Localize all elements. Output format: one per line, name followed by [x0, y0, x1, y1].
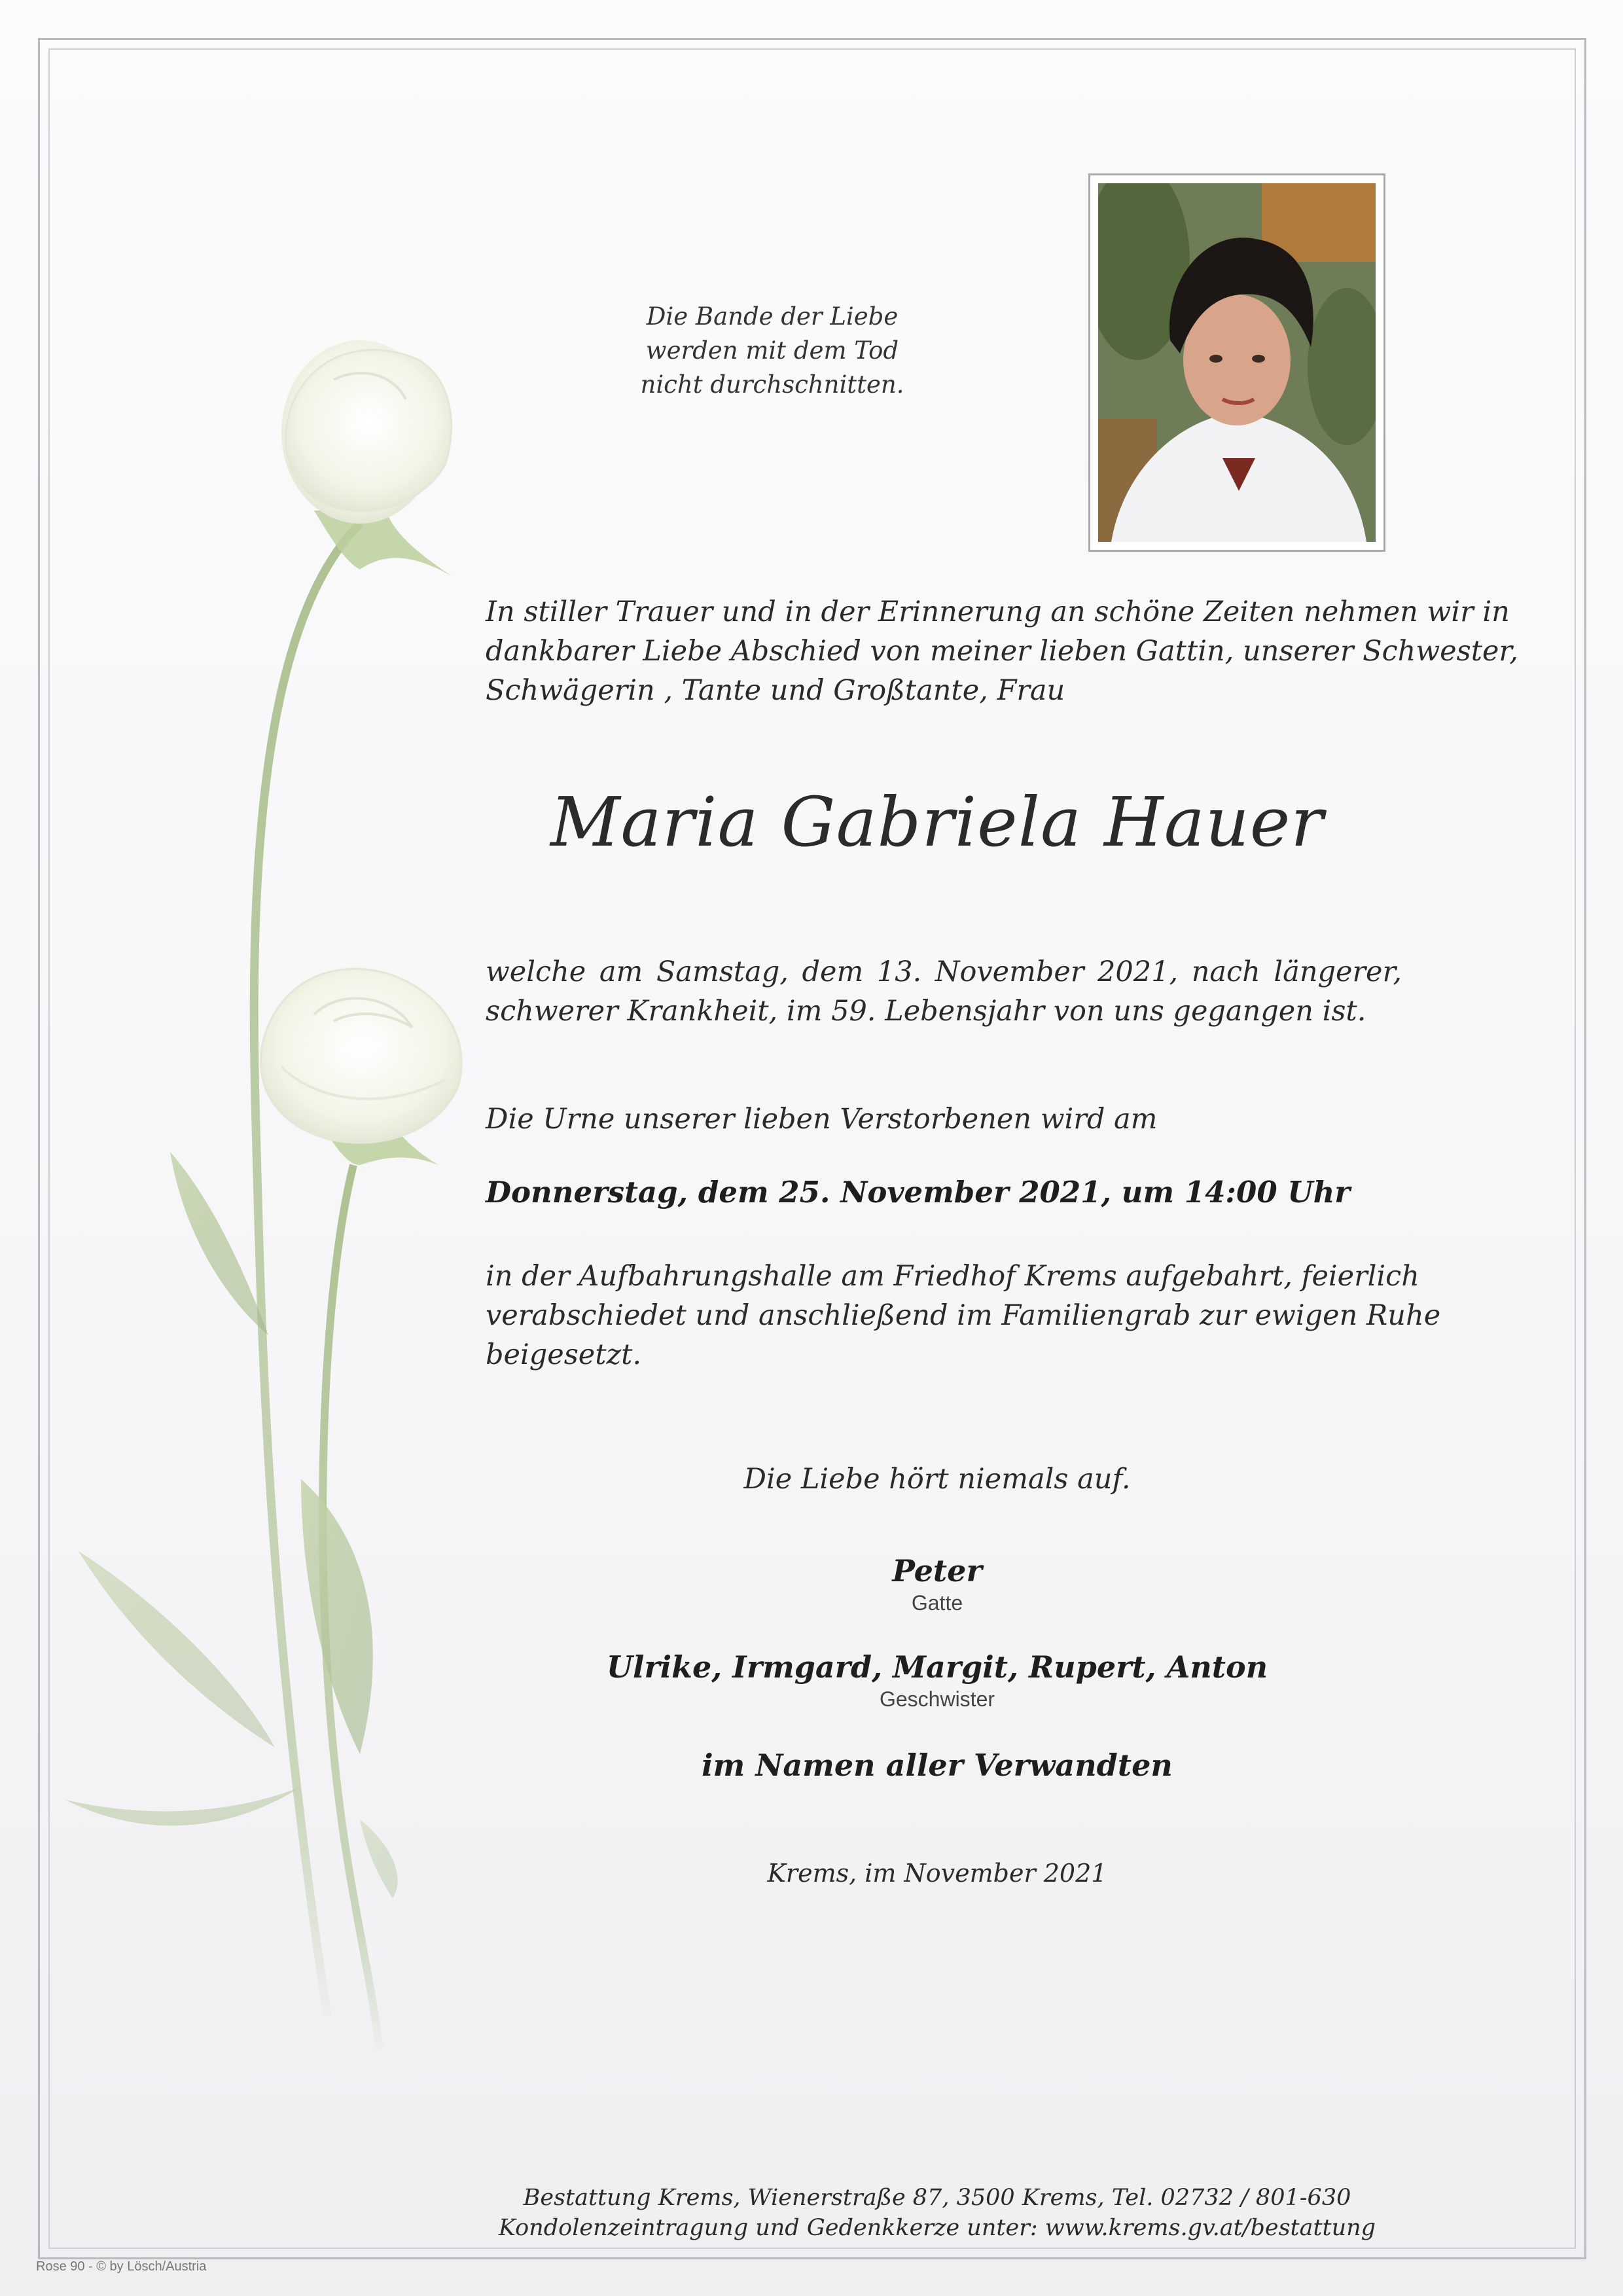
intro-line: Schwägerin , Tante und Großtante, Frau: [486, 674, 1065, 707]
deceased-name: Maria Gabriela Hauer: [550, 782, 1324, 862]
motto-line: Die Bande der Liebe: [646, 302, 899, 331]
upper-rose-stem: [254, 524, 360, 2016]
ceremony-line: verabschiedet und anschließend im Familiengrab zur ewigen Ruhe: [486, 1299, 1441, 1332]
leaf: [65, 1787, 301, 1825]
leaf: [301, 1479, 373, 1754]
leaf: [360, 1820, 398, 1898]
portrait-photo: [1098, 183, 1376, 542]
motto-quote: [576, 300, 969, 402]
portrait-image: [1098, 183, 1376, 542]
motto-line: nicht durchschnitten.: [640, 370, 904, 399]
mourner-group: [486, 1649, 1389, 1712]
footer-address: Bestattung Krems, Wienerstraße 87, 3500 Krems, Tel. 02732 / 801-630: [523, 2185, 1351, 2211]
passing-line: welche am Samstag, dem 13. November 2021, nach längerer,: [486, 956, 1402, 988]
white-roses-illustration: [52, 314, 510, 2081]
footer-condolence: Kondolenzeintragung und Gedenkkerze unter: www.krems.gv.at/bestattung: [498, 2215, 1376, 2241]
ceremony-date: Donnerstag, dem 25. November 2021, um 14:00 Uhr: [486, 1175, 1350, 1210]
place-date: Krems, im November 2021: [767, 1859, 1107, 1888]
intro-line: In stiller Trauer und in der Erinnerung an schöne Zeiten nehmen wir in: [486, 596, 1510, 628]
mourner-names: Ulrike, Irmgard, Margit, Rupert, Anton: [606, 1649, 1268, 1685]
passing-line: schwerer Krankheit, im 59. Lebensjahr von uns gegangen ist.: [486, 995, 1366, 1028]
ceremony-line: in der Aufbahrungshalle am Friedhof Krems aufgebahrt, feierlich: [486, 1260, 1419, 1293]
intro-text: [486, 592, 1518, 710]
upper-rose: [281, 340, 452, 524]
motto-line: werden mit dem Tod: [645, 336, 899, 365]
mourner-names: im Namen aller Verwandten: [702, 1748, 1173, 1783]
design-credit: Rose 90 - © by Lösch/Austria: [36, 2259, 207, 2274]
urn-intro: Die Urne unserer lieben Verstorbenen wird am: [486, 1103, 1158, 1136]
ceremony-text: [486, 1257, 1441, 1374]
lower-rose: [260, 969, 461, 1143]
passing-text: [486, 952, 1402, 1031]
mourner-relation: Gatte: [911, 1591, 963, 1615]
portrait-frame: [1088, 173, 1385, 552]
mourner-group: [486, 1553, 1389, 1615]
mourner-relation: Geschwister: [879, 1687, 995, 1711]
sepal: [314, 511, 452, 576]
closing-saying: Die Liebe hört niemals auf.: [743, 1463, 1131, 1496]
ceremony-line: beigesetzt.: [486, 1338, 642, 1371]
mourner-names: Peter: [892, 1553, 982, 1588]
leaf: [79, 1551, 275, 1748]
funeral-home-footer: [486, 2183, 1389, 2243]
mourner-group: [486, 1748, 1389, 1783]
intro-line: dankbarer Liebe Abschied von meiner lieben Gattin, unserer Schwester,: [486, 635, 1518, 668]
